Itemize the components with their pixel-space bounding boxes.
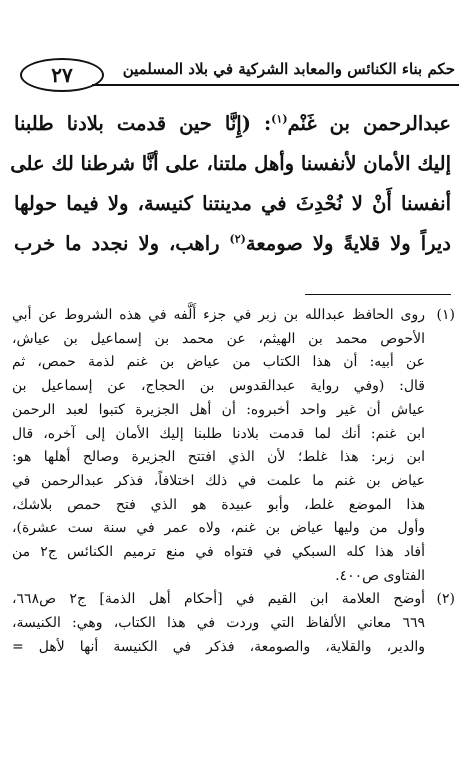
footnote-line: هذا الموضع غلط، وأبو عبيدة هو الذي فتح حمص بلاشك،: [12, 496, 425, 513]
main-line-text: ديراً ولا قلايةً ولا صومعة: [245, 232, 451, 255]
footnote-line: روى الحافظ عبدالله بن زبر في جزء أَلَّفه في هذه الشروط عن أبي: [12, 307, 425, 323]
running-title: حكم بناء الكنائس والمعابد الشركية في بلاد المسلمين: [122, 60, 455, 78]
header-rule: [92, 84, 459, 86]
footnote-line: ٦٦٩ معاني الألفاظ التي وردت في هذا الكتاب، وهي: الكنيسة،: [12, 615, 425, 632]
main-line: [14, 224, 451, 264]
footnote-line: عياض بن غنم ما علمت في ذلك اختلافاً، فذكر عبدالرحمن في: [12, 472, 425, 489]
footnotes: [12, 304, 455, 660]
footnote-reference: (٢): [229, 232, 246, 246]
footnote-line: والدير، والقلاية، والصومعة، فذكر في الكنيسة أنها لأهل =: [12, 638, 425, 655]
footnote-line: أوضح العلامة ابن القيم في [أحكام أهل الذمة] ج٢ ص٦٦٨،: [12, 591, 425, 608]
main-line-text: : (إِنَّا حين قدمت بلادنا طلبنا: [14, 112, 272, 135]
main-line-text: عبدالرحمن بن غَنْم: [287, 112, 451, 135]
footnote-marker: (٢): [436, 591, 455, 608]
page-header: [8, 48, 459, 87]
main-line: [14, 104, 451, 144]
main-line-text: راهب، ولا نجدد ما خرب: [14, 232, 230, 255]
footnote-line: الفتاوى ص٤٠٠.: [335, 567, 425, 584]
footnote-line: وأول من وليها عياض بن غنم، ولاه عمر في سنة ست عشرة)،: [12, 520, 425, 537]
footnote-1: [12, 304, 455, 588]
main-line-text: أنفسنا أَنْ لا نُحْدِثَ في مدينتنا كنيسة، ولا فيما حولها: [14, 192, 451, 215]
footnote-separator: [305, 294, 451, 295]
footnote-line: الأحوص محمد بن الهيثم، عن محمد بن إسماعيل بن عياش،: [12, 330, 425, 347]
main-line: [10, 144, 451, 184]
footnote-reference: (١): [271, 112, 288, 126]
footnote-line: أفاد هذا كله السبكي في فتواه في منع ترميم الكنائس ج٢ من: [12, 544, 426, 561]
footnote-2: [12, 588, 455, 659]
footnote-line: ابن غنم: أنك لما قدمت بلادنا طلبنا إليك الأمان إلى آخره، قال: [12, 425, 425, 442]
main-line-text: إليك الأمان لأنفسنا وأهل ملتنا، على أنَّا شرطنا لك على: [10, 152, 451, 175]
footnote-line: عياش أن غير واحد أخبروه: أن أهل الجزيرة كتبوا لعبد الرحمن: [12, 401, 425, 418]
page-number: ٢٧: [20, 58, 104, 92]
footnote-line: قال: (وفي رواية عبدالقدوس بن الحجاج، عن إسماعيل بن: [12, 378, 425, 395]
main-text: [10, 104, 451, 264]
footnote-line: ابن زبر: هذا غلط؛ لأن الذي افتتح الجزيرة وصالح أهلها هو:: [12, 449, 425, 466]
footnote-line: عن أبيه: أن هذا الكتاب من عياض بن غنم لذمة حمص، ثم: [12, 354, 425, 371]
footnote-marker: (١): [436, 307, 455, 323]
main-line: [14, 184, 451, 224]
